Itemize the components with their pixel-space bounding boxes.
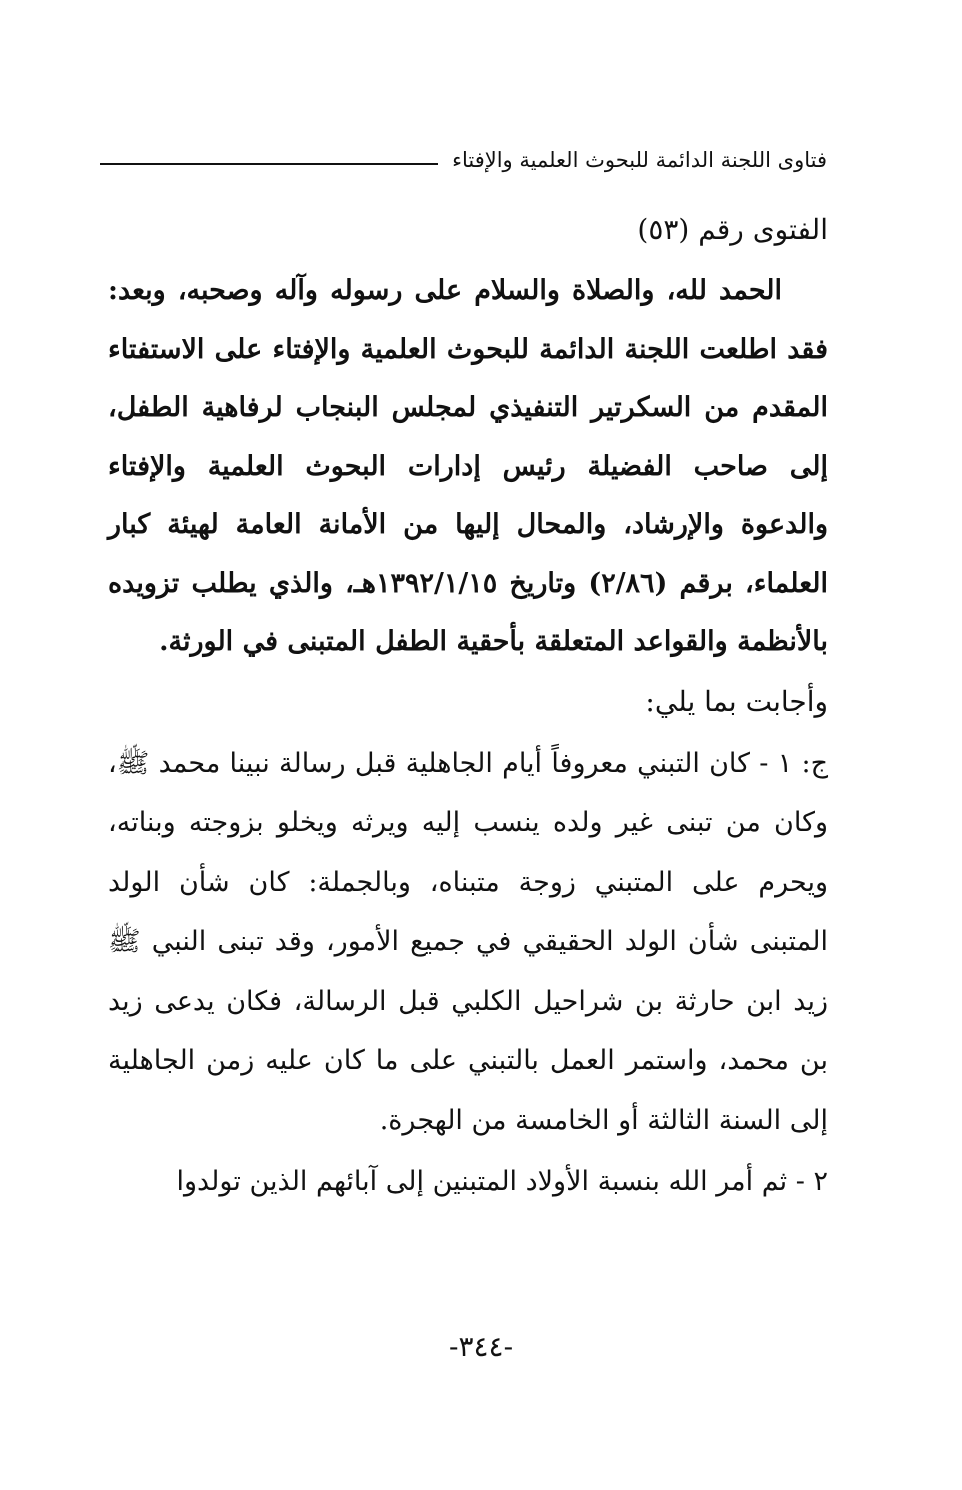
running-header	[100, 140, 827, 180]
answer-intro: وأجابت بما يلي:	[645, 684, 828, 718]
fatwa-number: الفتوى رقم (٥٣)	[637, 213, 828, 246]
answer-paragraph: ج: ١ - كان التبني معروفاً أيام الجاهلية قبل رسالة نبينا محمد ﷺ، وكان من تبنى غير ولده ينسب إليه ويرثه ويخلو بزوجته وبناته، ويحرم على المتبني زوجة متبناه، وبالجملة: كان شأن الولد المتبنى شأن الولد الحقيقي في جميع الأمور، وقد تبنى النبي ﷺ زيد ابن حارثة بن شراحيل الكلبي قبل الرسالة، فكان يدعى زيد بن محمد، واستمر العمل بالتبني على ما كان عليه زمن الجاهلية إلى السنة الثالثة أو الخامسة من الهجرة.	[108, 747, 829, 1136]
page-number: -٣٤٤-	[448, 1330, 514, 1363]
fatwa-body	[108, 200, 828, 1212]
fatwa-question: الحمد لله، والصلاة والسلام على رسوله وآله وصحبه، وبعد: فقد اطلعت اللجنة الدائمة للبحوث العلمية والإفتاء على الاستفتاء المقدم من السكرتير التنفيذي لمجلس البنجاب لرفاهية الطفل، إلى صاحب الفضيلة رئيس إدارات البحوث العلمية والإفتاء والدعوة والإرشاد، والمحال إليها من الأمانة العامة لهيئة كبار العلماء، برقم (٢/٨٦) وتاريخ ١٣٩٢/١/١٥هـ، والذي يطلب تزويده بالأنظمة والقواعد المتعلقة بأحقية الطفل المتبنى في الورثة.	[108, 275, 828, 657]
answer-paragraph: ٢ - ثم أمر الله بنسبة الأولاد المتبنين إلى آبائهم الذين تولدوا	[176, 1166, 828, 1197]
header-title: فتاوى اللجنة الدائمة للبحوث العلمية والإفتاء	[452, 148, 827, 172]
header-rule	[100, 163, 438, 165]
